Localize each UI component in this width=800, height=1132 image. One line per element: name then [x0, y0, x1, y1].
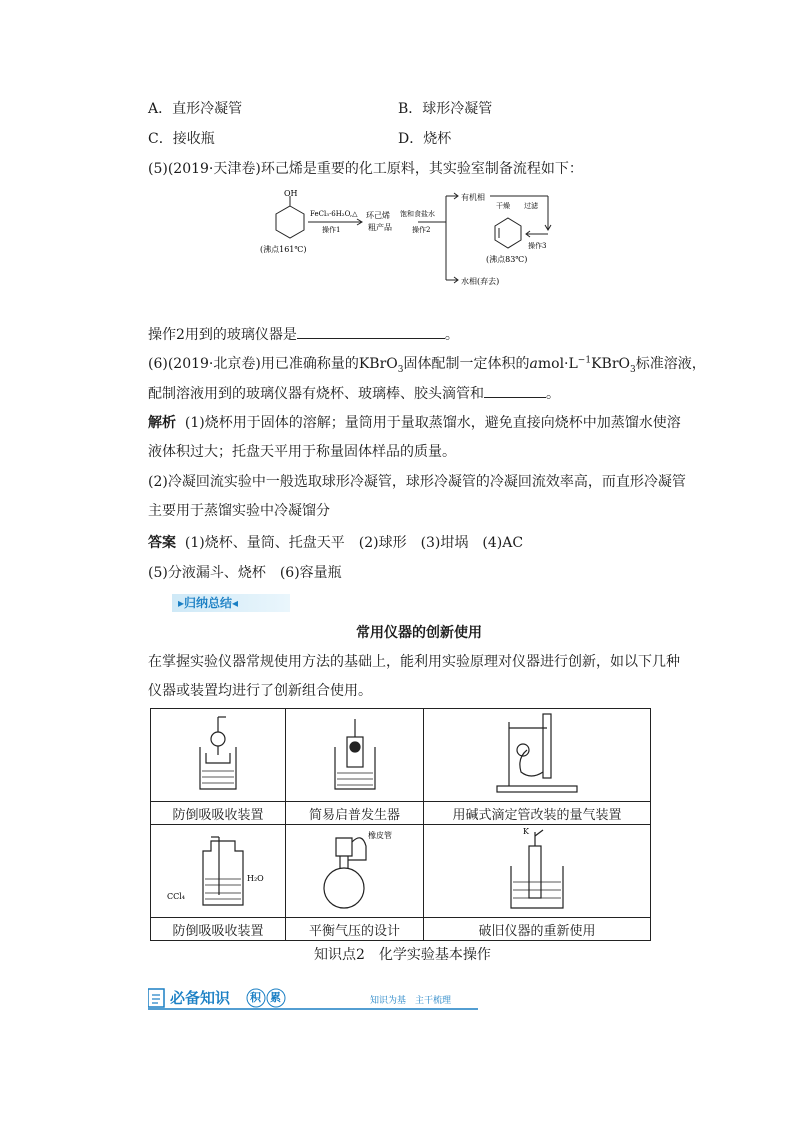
- flow-oh: OH: [284, 189, 298, 198]
- caption-gas-measure: 用碱式滴定管改装的量气装置: [424, 802, 651, 825]
- q5-intro: (5)(2019·天津卷)环己烯是重要的化工原料，其实验室制备流程如下：: [148, 161, 583, 177]
- option-b: B．球形冷凝管: [398, 101, 493, 117]
- figure-anti-suckback-1: [151, 709, 286, 802]
- flow-reagent: FeCl₃·6H₂O,△: [310, 210, 358, 218]
- answer-line2: (5)分液漏斗、烧杯 (6)容量瓶: [148, 565, 342, 581]
- q5-question: 操作2用到的玻璃仪器是 。: [148, 324, 459, 345]
- flow-filter: 过滤: [524, 202, 538, 210]
- flow-bp2: (沸点83℃): [486, 255, 528, 264]
- figure-anti-suckback-2: [151, 825, 286, 918]
- label-rubber-tube: 橡皮管: [367, 831, 392, 840]
- kipp-diagram: [325, 713, 385, 793]
- knowledge-banner: [148, 986, 478, 1010]
- answer-blank-q6[interactable]: [484, 383, 546, 398]
- summary-p1: 在掌握实验仪器常规使用方法的基础上，能利用实验原理对仪器进行创新，如以下几种: [148, 654, 680, 670]
- flow-dry: 干燥: [496, 202, 510, 210]
- q6-line2: 配制溶液用到的玻璃仪器有烧杯、玻璃棒、胶头滴管和 。: [148, 383, 560, 404]
- beaker-funnel-diagram: [188, 713, 248, 793]
- flow-organic: 有机相: [461, 193, 485, 202]
- analysis-p1b: 液体积过大；托盘天平用于称量固体样品的质量。: [148, 444, 456, 460]
- caption-anti-suckback-1: 防倒吸吸收装置: [151, 802, 286, 825]
- analysis-p2b: 主要用于蒸馏实验中冷凝馏分: [148, 503, 330, 519]
- figure-reuse: [424, 825, 651, 918]
- apparatus-table: [150, 708, 651, 941]
- caption-kipp: 简易启普发生器: [286, 802, 424, 825]
- flow-step2: 操作2: [412, 226, 431, 234]
- summary-banner: ▸归纳总结◂: [172, 594, 290, 612]
- flow-bp1: (沸点161℃): [260, 245, 307, 254]
- analysis-p1a: 解析 (1)烧杯用于固体的溶解；量筒用于量取蒸馏水，避免直接向烧杯中加蒸馏水使溶: [148, 415, 681, 431]
- caption-anti-suckback-2: 防倒吸吸收装置: [151, 918, 286, 941]
- badge-ji: 积: [250, 991, 261, 1004]
- figure-kipp: [286, 709, 424, 802]
- option-c: C．接收瓶: [148, 131, 215, 147]
- summary-p2: 仪器或装置均进行了创新组合使用。: [148, 683, 372, 699]
- q6-line1: (6)(2019·北京卷)用已准确称量的KBrO$_3$固体配制一定体积的$amol\cdot L^{-1}KBrO_3$标准溶液，: [148, 355, 706, 375]
- option-a: A．直形冷凝管: [148, 101, 243, 117]
- banner-title: 必备知识: [170, 989, 231, 1007]
- flow-reagent2: 饱和食盐水: [400, 210, 435, 218]
- flow-step1: 操作1: [322, 226, 341, 234]
- answer-line1: 答案 (1)烧杯、量筒、托盘天平 (2)球形 (3)坩埚 (4)AC: [148, 535, 524, 551]
- option-d: D．烧杯: [398, 131, 452, 147]
- figure-gas-measure: [424, 709, 651, 802]
- flow-aqueous: 水相(弃去): [461, 277, 500, 286]
- banner-slogan: 知识为基 主干梳理: [370, 996, 452, 1006]
- label-ccl4: CCl₄: [167, 892, 186, 901]
- caption-pressure-balance: 平衡气压的设计: [286, 918, 424, 941]
- flow-crude1: 环己烯: [366, 211, 390, 220]
- flow-crude2: 粗产品: [368, 223, 392, 232]
- answer-blank-q5[interactable]: [297, 324, 445, 339]
- figure-pressure-balance: [286, 825, 424, 918]
- flow-step3: 操作3: [528, 242, 547, 250]
- flask-funnel-diagram: [300, 826, 410, 912]
- bottle-ccl4-diagram: [163, 829, 273, 909]
- tube-beaker-diagram: [487, 826, 587, 912]
- section-heading: 知识点2 化学实验基本操作: [314, 947, 491, 963]
- summary-title: 常用仪器的创新使用: [356, 625, 482, 641]
- badge-lei: 累: [270, 991, 281, 1004]
- analysis-p2a: (2)冷凝回流实验中一般选取球形冷凝管，球形冷凝管的冷凝回流效率高，而直形冷凝管: [148, 474, 686, 490]
- burette-stand-diagram: [487, 710, 587, 796]
- label-h2o: H₂O: [247, 874, 264, 883]
- flow-diagram: [260, 186, 560, 294]
- label-k: K: [523, 827, 529, 836]
- caption-reuse: 破旧仪器的重新使用: [424, 918, 651, 941]
